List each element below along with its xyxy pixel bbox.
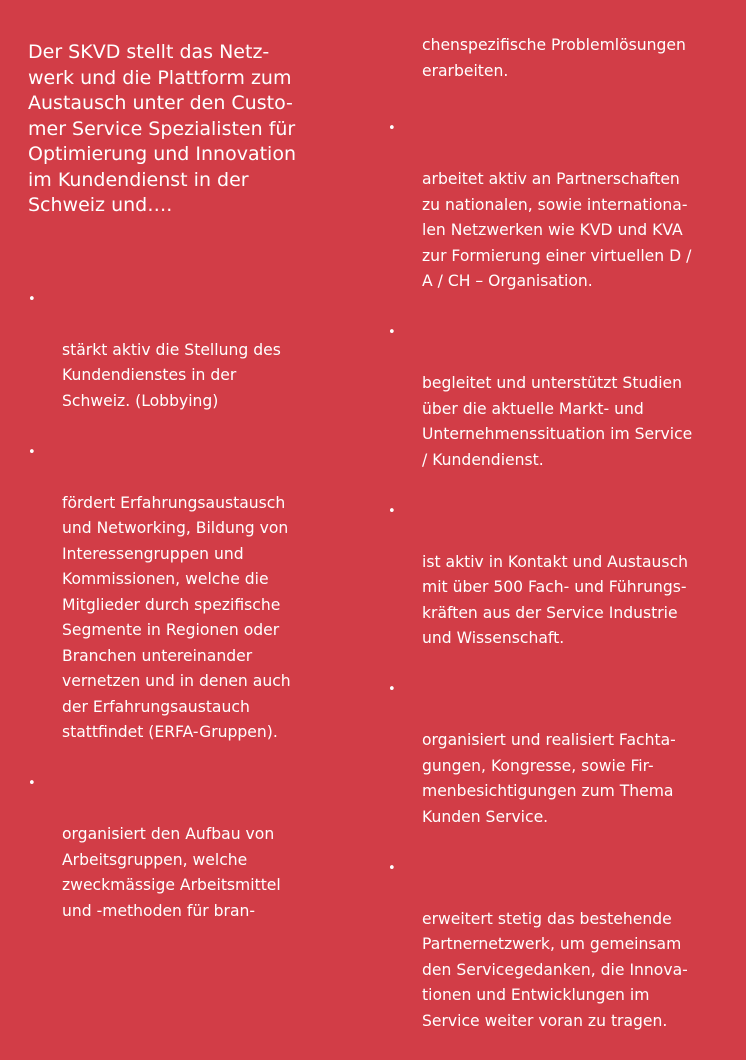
continued-item-text: chenspezifische Problemlösungen erarbeiten. [422, 36, 686, 80]
list-item-text: arbeitet aktiv an Partnerschaften zu nationalen, sowie internationa- len Netzwerken wie KVD und KVA zur Formierung einer virtuellen D / A / CH – Organisation. [422, 170, 692, 290]
bullet-icon: • [388, 503, 396, 519]
list-item [388, 499, 728, 652]
bullet-icon: • [388, 860, 396, 876]
bullet-icon: • [388, 325, 396, 340]
list-item [28, 771, 338, 924]
list-item-text: organisiert den Aufbau von Arbeitsgruppen, welche zweckmässige Arbeitsmittel und -methoden für bran- [62, 825, 281, 920]
list-item-text: stärkt aktiv die Stellung des Kundendienstes in der Schweiz. (Lobbying) [62, 340, 281, 410]
bullet-icon: • [388, 682, 396, 697]
list-item [388, 677, 728, 830]
list-item [388, 320, 728, 473]
bullet-icon: • [388, 121, 396, 136]
bullet-icon: • [28, 776, 36, 791]
list-item-text: ist aktiv in Kontakt und Austausch mit über 500 Fach- und Führungs- kräften aus der Service Industrie und Wissenschaft. [422, 552, 688, 647]
bullet-icon: • [28, 444, 36, 460]
list-item-text: erweitert stetig das bestehende Partnernetzwerk, um gemeinsam den Servicegedanken, die Innova- tionen und Entwicklungen im Service weiter voran zu tragen. [422, 909, 688, 1030]
list-item [388, 116, 728, 295]
list-item [28, 287, 338, 415]
right-column [388, 0, 728, 1060]
list-item [388, 856, 728, 1035]
list-item-text: fördert Erfahrungsaustausch und Networking, Bildung von Interessengruppen und Kommissionen, welche die Mitglieder durch spezifische Segmente in Regionen oder Branchen untereinander vernetzen und in denen auch der Erfahrungsaustauch stattfindet (ERFA-Gruppen). [62, 493, 291, 741]
left-bullet-list [28, 287, 338, 925]
right-bullet-list [388, 116, 728, 1034]
list-item-text: organisiert und realisiert Fachta- gungen, Kongresse, sowie Fir- menbesichtigungen zum Thema Kunden Service. [422, 731, 676, 826]
intro-heading: Der SKVD stellt das Netz- werk und die Plattform zum Austausch unter den Custo- mer Service Spezialisten für Optimierung und Innovation im Kundendienst in der Schweiz und…. [28, 41, 296, 216]
bullet-icon: • [28, 291, 36, 307]
left-column [28, 0, 338, 950]
list-item [28, 440, 338, 746]
list-item-text: begleitet und unterstützt Studien über die aktuelle Markt- und Unternehmenssituation im Service / Kundendienst. [422, 374, 693, 469]
